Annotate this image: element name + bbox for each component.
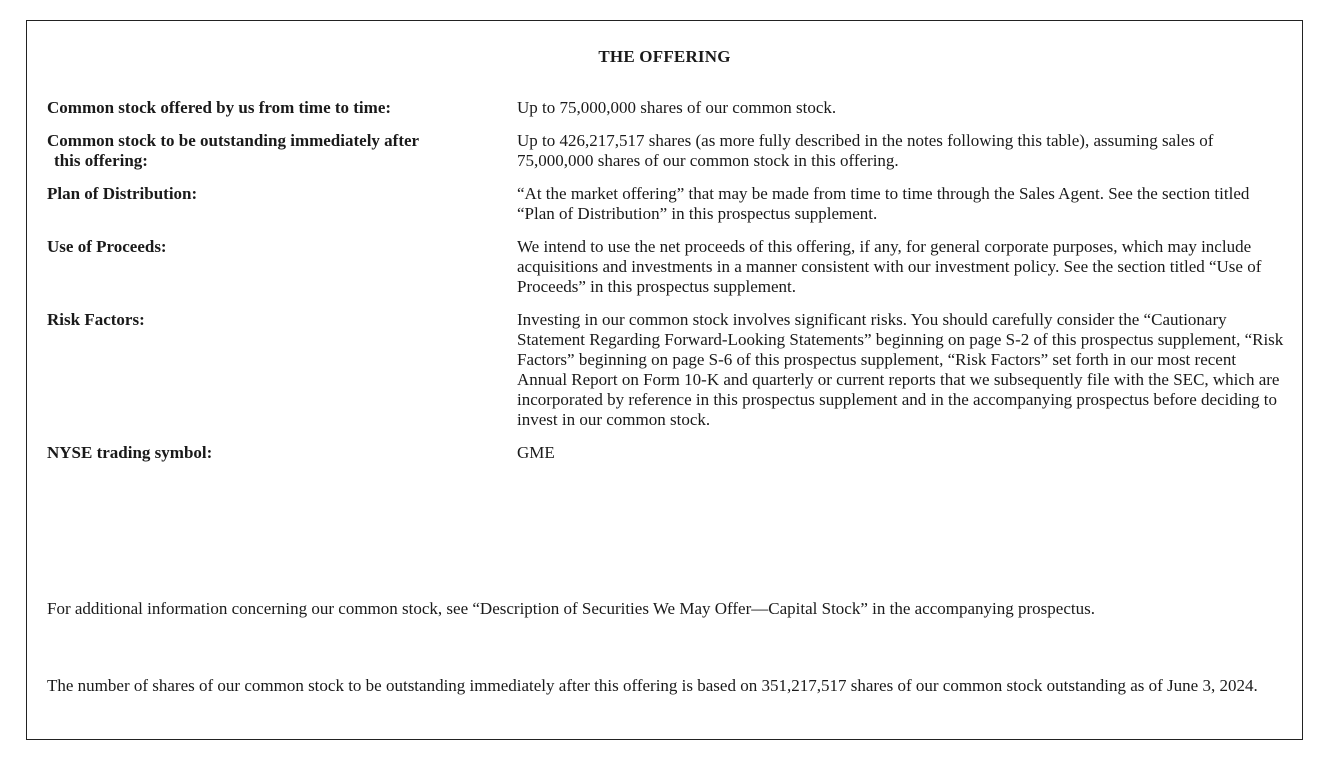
- row-label: [47, 131, 517, 171]
- offering-table-frame: [26, 20, 1303, 740]
- row-nyse-symbol: [47, 443, 1287, 463]
- row-value: “At the market offering” that may be made from time to time through the Sales Agent. See the section titled “Plan of Distribution” in this prospectus supplement.: [517, 184, 1250, 223]
- row-label-line1: Common stock to be outstanding immediately after: [47, 131, 420, 150]
- row-value: Investing in our common stock involves significant risks. You should carefully consider the “Cautionary Statement Regarding Forward-Looking Statements” beginning on page S-2 of this prospectus supplement, “Risk Factors” beginning on page S-6 of this prospectus supplement, “Risk Factors” set forth in our most recent Annual Report on Form 10-K and quarterly or current reports that we subsequently file with the SEC, which are incorporated by reference in this prospectus supplement and in the accompanying prospectus before deciding to invest in our common stock.: [517, 310, 1284, 429]
- row-label: Common stock offered by us from time to time:: [47, 98, 392, 117]
- row-risk-factors: [47, 310, 1287, 430]
- row-value: We intend to use the net proceeds of this offering, if any, for general corporate purposes, which may include acquisitions and investments in a manner consistent with our investment policy. See the section titled “Use of Proceeds” in this prospectus supplement.: [517, 237, 1262, 296]
- row-label: Plan of Distribution:: [47, 184, 198, 203]
- row-use-of-proceeds: [47, 237, 1287, 297]
- row-label: Use of Proceeds:: [47, 237, 167, 256]
- row-label: Risk Factors:: [47, 310, 145, 329]
- row-common-stock-offered: [47, 98, 1287, 118]
- row-value: Up to 75,000,000 shares of our common stock.: [517, 98, 837, 117]
- row-label-line2: this offering:: [54, 151, 148, 170]
- row-value: GME: [517, 443, 555, 462]
- row-plan-of-distribution: [47, 184, 1287, 224]
- row-common-stock-outstanding: [47, 131, 1287, 171]
- row-value: Up to 426,217,517 shares (as more fully described in the notes following this table), assuming sales of 75,000,000 shares of our common stock in this offering.: [517, 131, 1214, 170]
- section-title: THE OFFERING: [598, 47, 731, 66]
- row-label: NYSE trading symbol:: [47, 443, 213, 462]
- offering-rows: [47, 98, 1287, 476]
- note-shares-outstanding: The number of shares of our common stock to be outstanding immediately after this offering is based on 351,217,517 shares of our common stock outstanding as of June 3, 2024.: [47, 676, 1258, 695]
- note-additional-information: For additional information concerning our common stock, see “Description of Securities We May Offer—Capital Stock” in the accompanying prospectus.: [47, 599, 1095, 618]
